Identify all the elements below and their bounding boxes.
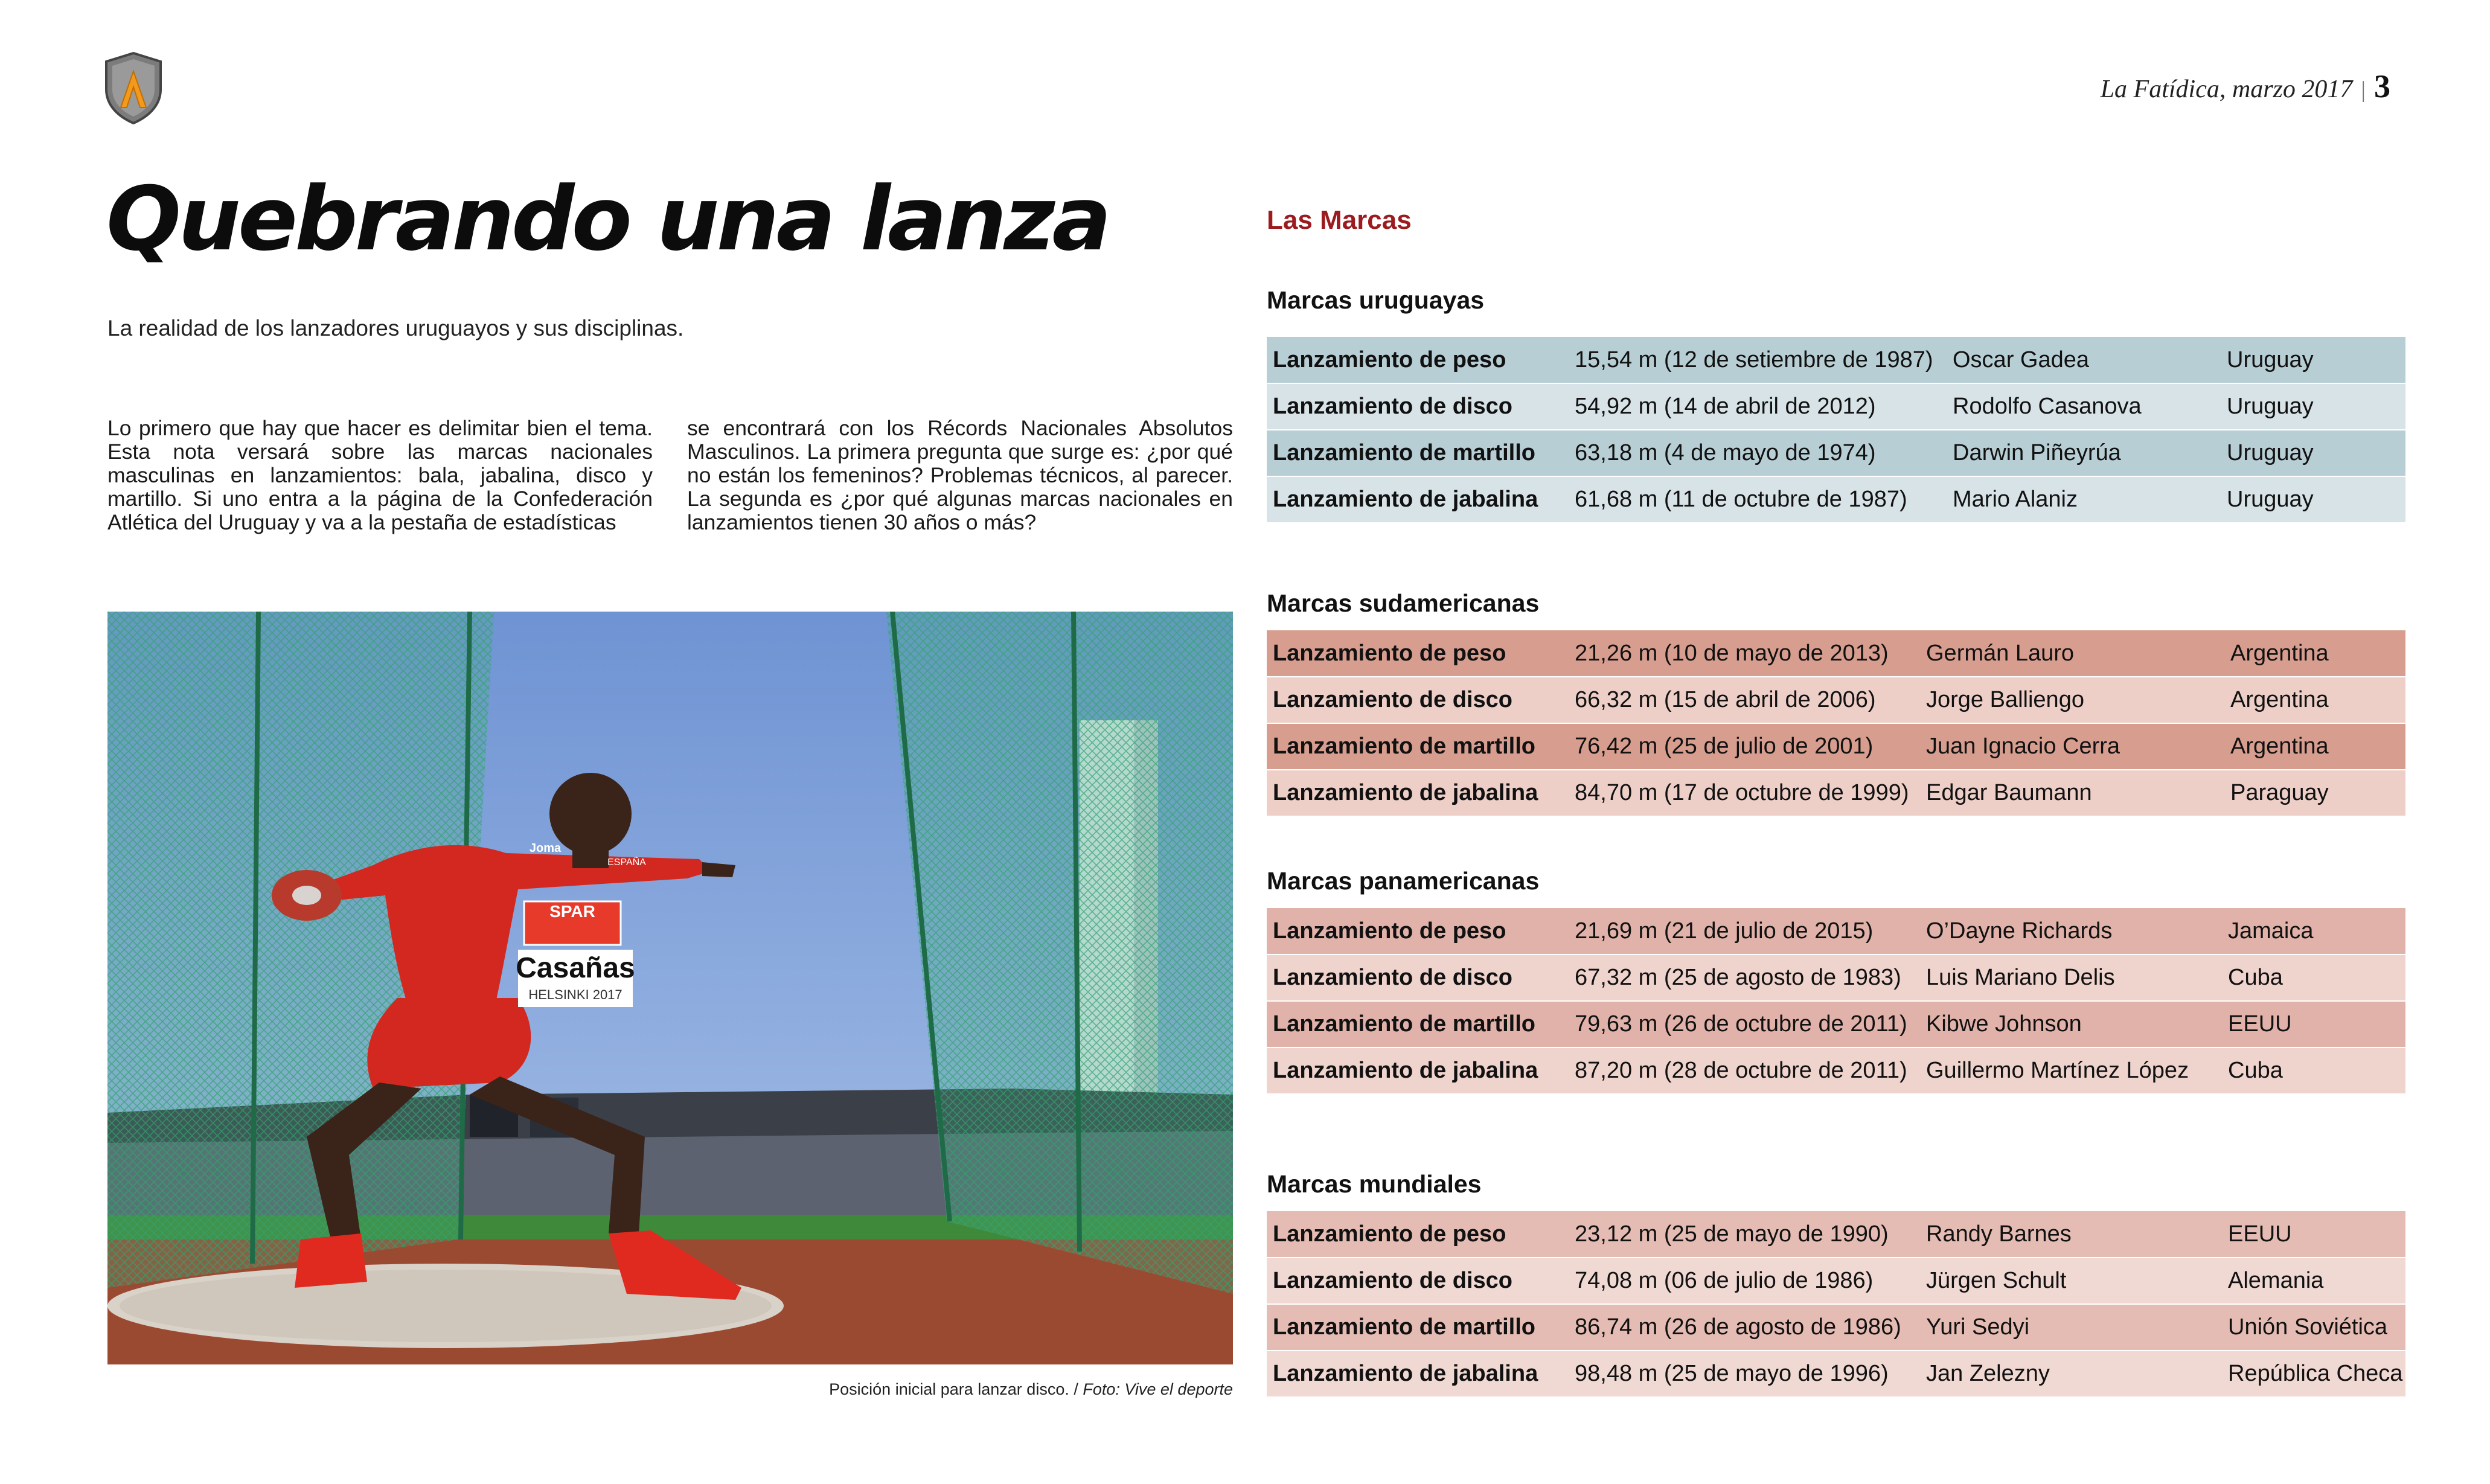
discipline-cell: Lanzamiento de disco: [1273, 687, 1512, 712]
article-body-column-2: se encontrará con los Récords Nacionales Absolutos Masculinos. La primera pregunta que surge es: ¿por qué no están los femeninos? Problemas técnicos, al parecer. La segunda es ¿por qué algunas marcas nacionales en lanzamientos tienen 30 años o más?: [687, 416, 1233, 534]
records-heading: Las Marcas: [1267, 205, 1412, 235]
bib-city: HELSINKI 2017: [528, 987, 622, 1002]
mark-cell: 98,48 m (25 de mayo de 1996): [1575, 1361, 1889, 1386]
caption-text: Posición inicial para lanzar disco. /: [829, 1380, 1083, 1398]
country-cell: Uruguay: [2227, 440, 2314, 465]
athlete-cell: Kibwe Johnson: [1926, 1011, 2082, 1037]
athlete-cell: Edgar Baumann: [1926, 780, 2092, 805]
discipline-cell: Lanzamiento de peso: [1273, 640, 1506, 666]
table-row: [1267, 1304, 2405, 1351]
table-row: [1267, 908, 2405, 955]
athlete-cell: Randy Barnes: [1926, 1221, 2072, 1247]
athlete-cell: Mario Alaniz: [1953, 487, 2078, 512]
athlete-cell: O’Dayne Richards: [1926, 918, 2113, 944]
discipline-cell: Lanzamiento de martillo: [1273, 1314, 1535, 1340]
mark-cell: 63,18 m (4 de mayo de 1974): [1575, 440, 1876, 465]
table-row: [1267, 1211, 2405, 1258]
athlete-cell: Oscar Gadea: [1953, 347, 2089, 373]
country-cell: EEUU: [2228, 1221, 2292, 1247]
shield-logo-icon: [104, 52, 163, 124]
athlete-cell: Yuri Sedyi: [1926, 1314, 2030, 1340]
country-cell: Argentina: [2230, 687, 2329, 712]
country-cell: Unión Soviética: [2228, 1314, 2388, 1340]
photo-caption: [829, 1380, 1233, 1399]
article-photo: [107, 612, 1233, 1364]
shirt-country: ESPAÑA: [607, 857, 646, 868]
mark-cell: 23,12 m (25 de mayo de 1990): [1575, 1221, 1889, 1247]
mark-cell: 84,70 m (17 de octubre de 1999): [1575, 780, 1909, 805]
discipline-cell: Lanzamiento de jabalina: [1273, 1361, 1538, 1386]
country-cell: Argentina: [2230, 734, 2329, 759]
records-table-uruguayas: [1267, 337, 2405, 523]
country-cell: Uruguay: [2227, 347, 2314, 373]
country-cell: Alemania: [2228, 1268, 2324, 1293]
table-row: [1267, 1047, 2405, 1094]
table-row: [1267, 770, 2405, 816]
athlete-cell: Jürgen Schult: [1926, 1268, 2067, 1293]
discipline-cell: Lanzamiento de martillo: [1273, 734, 1535, 759]
athlete-cell: Darwin Piñeyrúa: [1953, 440, 2121, 465]
country-cell: Uruguay: [2227, 487, 2314, 512]
country-cell: EEUU: [2228, 1011, 2292, 1037]
mark-cell: 86,74 m (26 de agosto de 1986): [1575, 1314, 1901, 1340]
mark-cell: 21,26 m (10 de mayo de 2013): [1575, 640, 1889, 666]
group-title-panamericanas: Marcas panamericanas: [1267, 867, 1540, 895]
bib-brand: SPAR: [549, 902, 595, 921]
page-number: 3: [2374, 68, 2390, 104]
table-row: [1267, 337, 2405, 383]
group-title-uruguayas: Marcas uruguayas: [1267, 286, 1485, 314]
records-table-panamericanas: [1267, 908, 2405, 1095]
athlete-cell: Germán Lauro: [1926, 640, 2075, 666]
mark-cell: 87,20 m (28 de octubre de 2011): [1575, 1058, 1907, 1083]
table-row: [1267, 1258, 2405, 1304]
discipline-cell: Lanzamiento de peso: [1273, 347, 1506, 373]
table-row: [1267, 476, 2405, 523]
table-row: [1267, 430, 2405, 476]
mark-cell: 15,54 m (12 de setiembre de 1987): [1575, 347, 1933, 373]
discipline-cell: Lanzamiento de peso: [1273, 918, 1506, 944]
country-cell: Argentina: [2230, 640, 2329, 666]
athlete-cell: Jan Zelezny: [1926, 1361, 2050, 1386]
country-cell: Cuba: [2228, 1058, 2283, 1083]
discipline-cell: Lanzamiento de jabalina: [1273, 487, 1538, 512]
athlete-cell: Guillermo Martínez López: [1926, 1058, 2189, 1083]
discipline-cell: Lanzamiento de disco: [1273, 394, 1512, 419]
mark-cell: 61,68 m (11 de octubre de 1987): [1575, 487, 1907, 512]
country-cell: Uruguay: [2227, 394, 2314, 419]
mark-cell: 76,42 m (25 de julio de 2001): [1575, 734, 1874, 759]
article-subtitle: La realidad de los lanzadores uruguayos y sus disciplinas.: [107, 316, 684, 341]
publication-logo: [104, 52, 163, 124]
table-row: [1267, 677, 2405, 723]
mark-cell: 66,32 m (15 de abril de 2006): [1575, 687, 1876, 712]
athlete-cell: Jorge Balliengo: [1926, 687, 2084, 712]
country-cell: República Checa: [2228, 1361, 2403, 1386]
table-row: [1267, 1001, 2405, 1047]
discipline-cell: Lanzamiento de martillo: [1273, 1011, 1535, 1037]
group-title-mundiales: Marcas mundiales: [1267, 1170, 1482, 1198]
country-cell: Paraguay: [2230, 780, 2329, 805]
discipline-cell: Lanzamiento de peso: [1273, 1221, 1506, 1247]
table-row: [1267, 723, 2405, 770]
athlete-cell: Luis Mariano Delis: [1926, 965, 2115, 990]
mark-cell: 74,08 m (06 de julio de 1986): [1575, 1268, 1874, 1293]
running-head-separator: |: [2361, 77, 2366, 103]
discipline-cell: Lanzamiento de disco: [1273, 1268, 1512, 1293]
mark-cell: 21,69 m (21 de julio de 2015): [1575, 918, 1874, 944]
records-table-sudamericanas: [1267, 630, 2405, 817]
table-row: [1267, 383, 2405, 430]
group-title-sudamericanas: Marcas sudamericanas: [1267, 589, 1540, 617]
discipline-cell: Lanzamiento de jabalina: [1273, 780, 1538, 805]
running-head: [2101, 68, 2390, 105]
article-title: Quebrando una lanza: [106, 168, 1109, 270]
table-row: [1267, 630, 2405, 677]
discipline-cell: Lanzamiento de jabalina: [1273, 1058, 1538, 1083]
discipline-cell: Lanzamiento de martillo: [1273, 440, 1535, 465]
mark-cell: 67,32 m (25 de agosto de 1983): [1575, 965, 1901, 990]
country-cell: Cuba: [2228, 965, 2283, 990]
table-row: [1267, 1351, 2405, 1397]
mark-cell: 79,63 m (26 de octubre de 2011): [1575, 1011, 1907, 1037]
article-body-column-1: Lo primero que hay que hacer es delimitar bien el tema. Esta nota versará sobre las marcas nacionales masculinas en lanzamientos: bala, jabalina, disco y martillo. Si uno entra a la página de la Confederación Atlética del Uruguay y va a la pestaña de estadísticas: [107, 416, 653, 534]
discipline-cell: Lanzamiento de disco: [1273, 965, 1512, 990]
publication-date: La Fatídica, marzo 2017: [2100, 75, 2353, 103]
mark-cell: 54,92 m (14 de abril de 2012): [1575, 394, 1876, 419]
records-table-mundiales: [1267, 1211, 2405, 1398]
shirt-sponsor: Joma: [529, 842, 562, 855]
photo-credit: Foto: Vive el deporte: [1083, 1380, 1233, 1398]
table-row: [1267, 955, 2405, 1001]
athlete-cell: Rodolfo Casanova: [1953, 394, 2142, 419]
bib-name: Casañas: [516, 952, 635, 984]
athlete-cell: Juan Ignacio Cerra: [1926, 734, 2120, 759]
country-cell: Jamaica: [2228, 918, 2314, 944]
